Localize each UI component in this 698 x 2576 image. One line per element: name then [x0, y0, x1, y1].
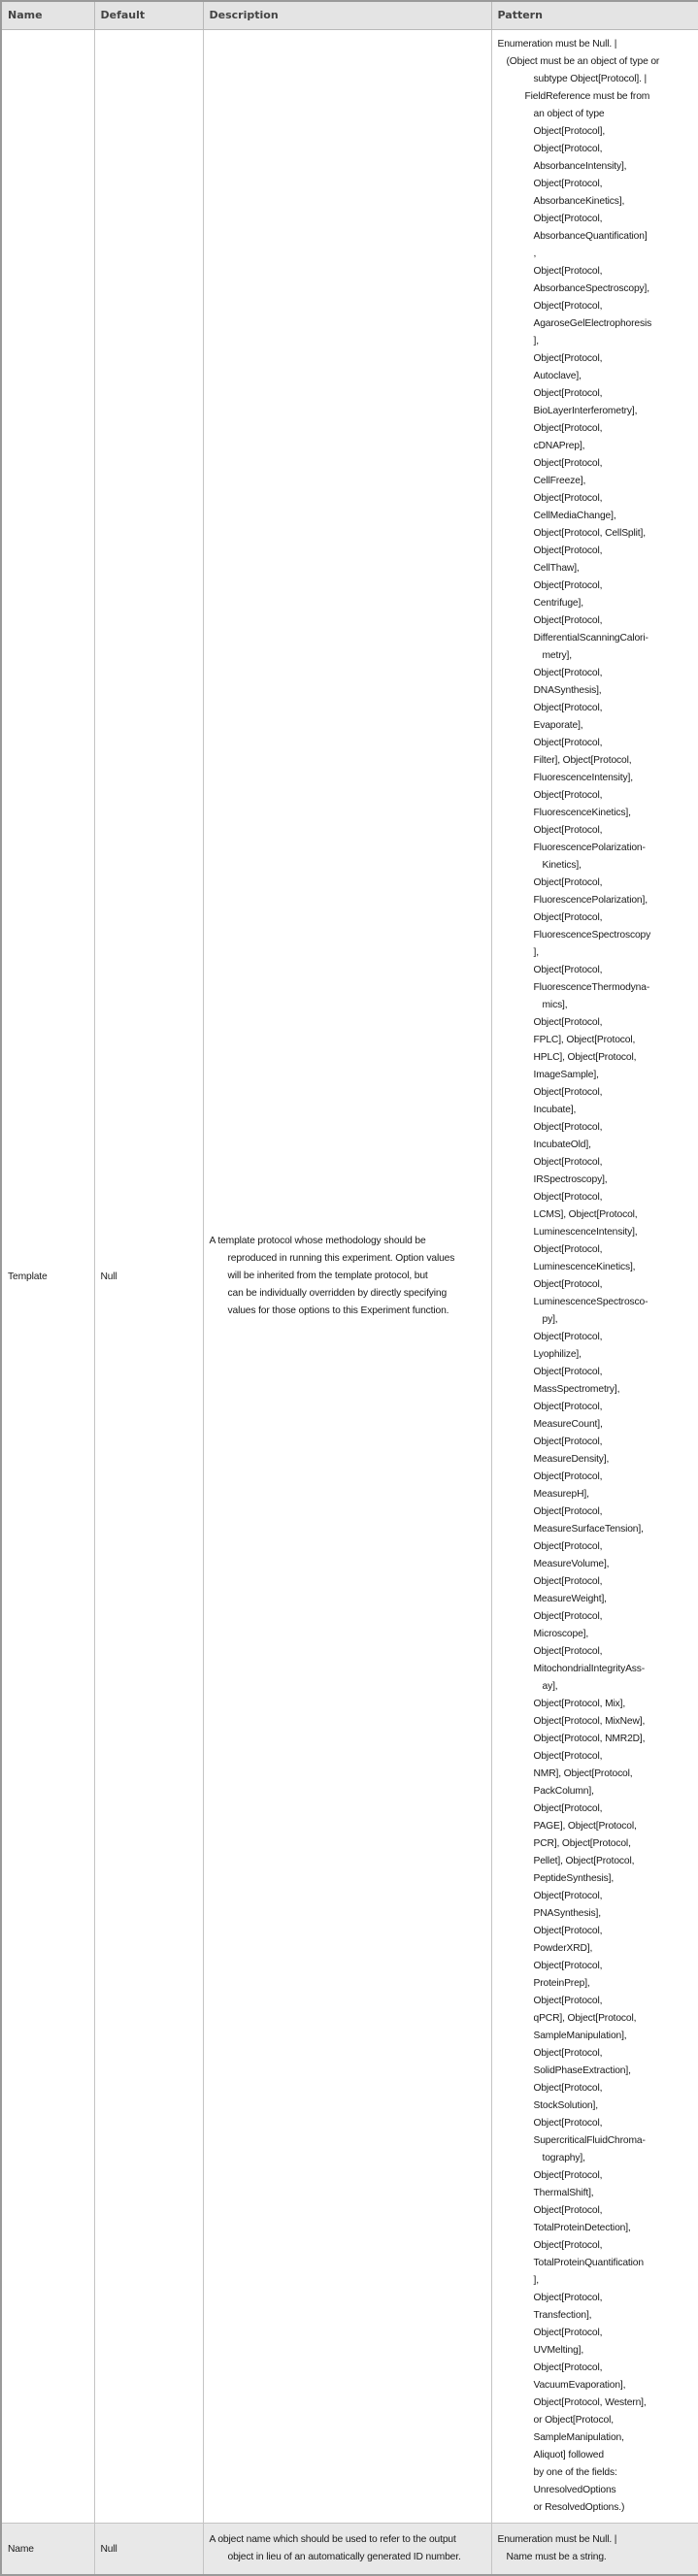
text-line: cDNAPrep], [533, 441, 585, 451]
text-line: AbsorbanceSpectroscopy], [533, 283, 649, 294]
text-line: Object[Protocol, [533, 388, 603, 399]
text-line: Object[Protocol, [533, 1996, 603, 2006]
text-line: PNASynthesis], [533, 1908, 601, 1919]
text-line: MeasurepH], [533, 1489, 589, 1500]
text-line: SupercriticalFluidChroma- [533, 2135, 646, 2146]
text-line: Object[Protocol, [533, 493, 603, 504]
text-line: TotalProteinQuantification [533, 2258, 644, 2268]
table-header-row [1, 1, 698, 30]
text-line: StockSolution], [533, 2100, 598, 2111]
text-line: ThermalShift], [533, 2188, 594, 2198]
text-line: Object[Protocol, [533, 1087, 603, 1098]
text-line: Object[Protocol, [533, 2293, 603, 2303]
text-line: Object[Protocol, Mix], [533, 1699, 626, 1709]
text-line: Object[Protocol, [533, 2083, 603, 2094]
text-line: Object[Protocol, [533, 1017, 603, 1028]
text-line: PeptideSynthesis], [533, 1873, 615, 1884]
text-line: py], [542, 1314, 558, 1325]
text-line: LCMS], Object[Protocol, [533, 1209, 638, 1220]
text-line: MeasureSurfaceTension], [533, 1524, 644, 1535]
cell-description [203, 30, 491, 2524]
text-line: PCR], Object[Protocol, [533, 1838, 631, 1849]
text-line: A template protocol whose methodology should be [209, 1236, 426, 1246]
text-line: ], [533, 947, 539, 958]
text-line: Object[Protocol, [533, 1541, 603, 1552]
text-line: Object[Protocol, [533, 2048, 603, 2059]
text-line: Object[Protocol, [533, 912, 603, 923]
text-line: Lyophilize], [533, 1349, 582, 1360]
text-line: Autoclave], [533, 371, 582, 381]
text-line: mics], [542, 1000, 568, 1010]
text-line: Name must be a string. [506, 2552, 607, 2562]
text-line: FluorescencePolarization- [533, 842, 646, 853]
table-row-template [1, 30, 698, 2524]
text-line: CellThaw], [533, 563, 580, 574]
text-line: FluorescencePolarization], [533, 895, 648, 906]
text-line: subtype Object[Protocol]. | [533, 74, 648, 84]
text-line: Centrifuge], [533, 598, 583, 609]
text-line: PAGE], Object[Protocol, [533, 1821, 637, 1832]
text-line: metry], [542, 650, 572, 661]
text-line: will be inherited from the template protocol, but [227, 1271, 428, 1281]
text-line: MeasureVolume], [533, 1559, 610, 1569]
cell-name: Template [1, 30, 94, 2524]
text-line: MeasureDensity], [533, 1454, 610, 1465]
text-line: Object[Protocol, [533, 1961, 603, 1971]
header-name: Name [1, 1, 94, 30]
text-line: FluorescenceThermodyna- [533, 982, 650, 993]
text-line: IncubateOld], [533, 1139, 591, 1150]
text-line: BioLayerInterferometry], [533, 406, 638, 416]
text-line: by one of the fields: [533, 2467, 617, 2478]
text-line: Object[Protocol, [533, 1279, 603, 1290]
description-lines [210, 2531, 485, 2566]
text-line: ], [533, 2275, 539, 2286]
text-line: or ResolvedOptions.) [533, 2502, 625, 2513]
text-line: FPLC], Object[Protocol, [533, 1035, 636, 1045]
text-line: PackColumn], [533, 1786, 594, 1797]
text-line: Object[Protocol, Western], [533, 2397, 647, 2408]
text-line: Object[Protocol, [533, 353, 603, 364]
text-line: SampleManipulation, [533, 2432, 624, 2443]
text-line: values for those options to this Experiment function. [227, 1305, 449, 1316]
text-line: Object[Protocol, [533, 1192, 603, 1203]
text-line: Object[Protocol, [533, 580, 603, 591]
text-line: ProteinPrep], [533, 1978, 590, 1989]
text-line: UVMelting], [533, 2345, 584, 2356]
text-line: Object[Protocol, [533, 2118, 603, 2129]
text-line: Object[Protocol, [533, 615, 603, 626]
text-line: IRSpectroscopy], [533, 1174, 608, 1185]
text-line: Object[Protocol, [533, 703, 603, 713]
text-line: Object[Protocol, [533, 423, 603, 434]
text-line: Object[Protocol, [533, 1506, 603, 1517]
cell-description [203, 2524, 491, 2576]
text-line: Object[Protocol, [533, 668, 603, 678]
text-line: LuminescenceKinetics], [533, 1262, 636, 1272]
text-line: FluorescenceIntensity], [533, 773, 633, 783]
text-line: SampleManipulation], [533, 2031, 627, 2041]
text-line: qPCR], Object[Protocol, [533, 2013, 637, 2024]
text-line: Object[Protocol, [533, 179, 603, 189]
text-line: Object[Protocol, [533, 1891, 603, 1901]
text-line: AbsorbanceKinetics], [533, 196, 625, 207]
text-line: AbsorbanceQuantification] [533, 231, 648, 242]
cell-default: Null [94, 30, 203, 2524]
text-line: Object[Protocol, [533, 144, 603, 154]
text-line: Object[Protocol, [533, 214, 603, 224]
text-line: Object[Protocol, CellSplit], [533, 528, 646, 539]
description-lines [210, 1233, 485, 1320]
text-line: Enumeration must be Null. | [497, 39, 617, 50]
text-line: CellFreeze], [533, 476, 586, 486]
text-line: Object[Protocol, [533, 1471, 603, 1482]
cell-name: Name [1, 2524, 94, 2576]
text-line: Object[Protocol, [533, 1611, 603, 1622]
text-line: Object[Protocol, [533, 1402, 603, 1412]
text-line: Object[Protocol, [533, 1576, 603, 1587]
text-line: MassSpectrometry], [533, 1384, 620, 1395]
text-line: object in lieu of an automatically generated ID number. [227, 2552, 461, 2562]
text-line: Object[Protocol, [533, 2328, 603, 2338]
table-row-name [1, 2524, 698, 2576]
text-line: A object name which should be used to refer to the output [209, 2534, 456, 2545]
text-line: Object[Protocol, NMR2D], [533, 1734, 646, 1744]
text-line: CellMediaChange], [533, 511, 616, 521]
text-line: Microscope], [533, 1629, 589, 1639]
text-line: Object[Protocol, [533, 790, 603, 801]
text-line: Filter], Object[Protocol, [533, 755, 632, 766]
text-line: SolidPhaseExtraction], [533, 2065, 631, 2076]
text-line: Object[Protocol, [533, 1122, 603, 1133]
text-line: ImageSample], [533, 1070, 599, 1080]
text-line: Object[Protocol, [533, 1751, 603, 1762]
text-line: ], [533, 336, 539, 347]
text-line: Object[Protocol, [533, 1926, 603, 1936]
pattern-lines [498, 2531, 693, 2566]
header-pattern: Pattern [491, 1, 698, 30]
text-line: , [533, 248, 537, 259]
text-line: Object[Protocol, [533, 738, 603, 748]
text-line: AbsorbanceIntensity], [533, 161, 627, 172]
text-line: UnresolvedOptions [533, 2485, 616, 2495]
text-line: PowderXRD], [533, 1943, 593, 1954]
text-line: Kinetics], [542, 860, 582, 871]
text-line: or Object[Protocol, [533, 2415, 614, 2426]
text-line: DNASynthesis], [533, 685, 602, 696]
text-line: NMR], Object[Protocol, [533, 1768, 633, 1779]
text-line: Evaporate], [533, 720, 583, 731]
text-line: Object[Protocol, [533, 458, 603, 469]
text-line: VacuumEvaporation], [533, 2380, 626, 2391]
text-line: Object[Protocol, [533, 877, 603, 888]
text-line: Object[Protocol, [533, 1367, 603, 1377]
cell-pattern [491, 30, 698, 2524]
text-line: LuminescenceSpectrosco- [533, 1297, 648, 1307]
text-line: Object[Protocol, [533, 2240, 603, 2251]
text-line: Object[Protocol, [533, 1437, 603, 1447]
text-line: Object[Protocol, [533, 1157, 603, 1168]
text-line: FluorescenceSpectroscopy [533, 930, 651, 941]
cell-default: Null [94, 2524, 203, 2576]
text-line: MitochondrialIntegrityAss- [533, 1664, 646, 1674]
text-line: MeasureWeight], [533, 1594, 607, 1604]
text-line: AgaroseGelElectrophoresis [533, 318, 652, 329]
header-description: Description [203, 1, 491, 30]
text-line: Object[Protocol, [533, 825, 603, 836]
text-line: FluorescenceKinetics], [533, 808, 631, 818]
text-line: Object[Protocol, [533, 2205, 603, 2216]
text-line: ay], [542, 1681, 558, 1692]
text-line: DifferentialScanningCalori- [533, 633, 648, 644]
text-line: TotalProteinDetection], [533, 2223, 631, 2233]
header-default: Default [94, 1, 203, 30]
text-line: tography], [542, 2153, 585, 2163]
text-line: can be individually overridden by directly specifying [227, 1288, 448, 1299]
text-line: Object[Protocol], [533, 126, 606, 137]
text-line: Incubate], [533, 1105, 577, 1115]
text-line: Object[Protocol, [533, 1646, 603, 1657]
text-line: an object of type [533, 109, 605, 119]
text-line: Object[Protocol, [533, 1244, 603, 1255]
text-line: Transfection], [533, 2310, 592, 2321]
text-line: Pellet], Object[Protocol, [533, 1856, 635, 1866]
text-line: Object[Protocol, [533, 1332, 603, 1342]
text-line: Object[Protocol, [533, 965, 603, 975]
cell-pattern [491, 2524, 698, 2576]
text-line: Object[Protocol, [533, 266, 603, 277]
text-line: (Object must be an object of type or [506, 56, 660, 67]
text-line: FieldReference must be from [524, 91, 650, 102]
text-line: Enumeration must be Null. | [497, 2534, 617, 2545]
text-line: Object[Protocol, [533, 2362, 603, 2373]
text-line: Object[Protocol, [533, 2170, 603, 2181]
text-line: LuminescenceIntensity], [533, 1227, 638, 1238]
text-line: reproduced in running this experiment. Option values [227, 1253, 455, 1264]
text-line: Object[Protocol, [533, 1803, 603, 1814]
pattern-lines [498, 36, 693, 2517]
text-line: Object[Protocol, [533, 301, 603, 312]
text-line: MeasureCount], [533, 1419, 603, 1430]
text-line: HPLC], Object[Protocol, [533, 1052, 637, 1063]
text-line: Object[Protocol, MixNew], [533, 1716, 646, 1727]
text-line: Object[Protocol, [533, 545, 603, 556]
text-line: Aliquot] followed [533, 2450, 604, 2460]
